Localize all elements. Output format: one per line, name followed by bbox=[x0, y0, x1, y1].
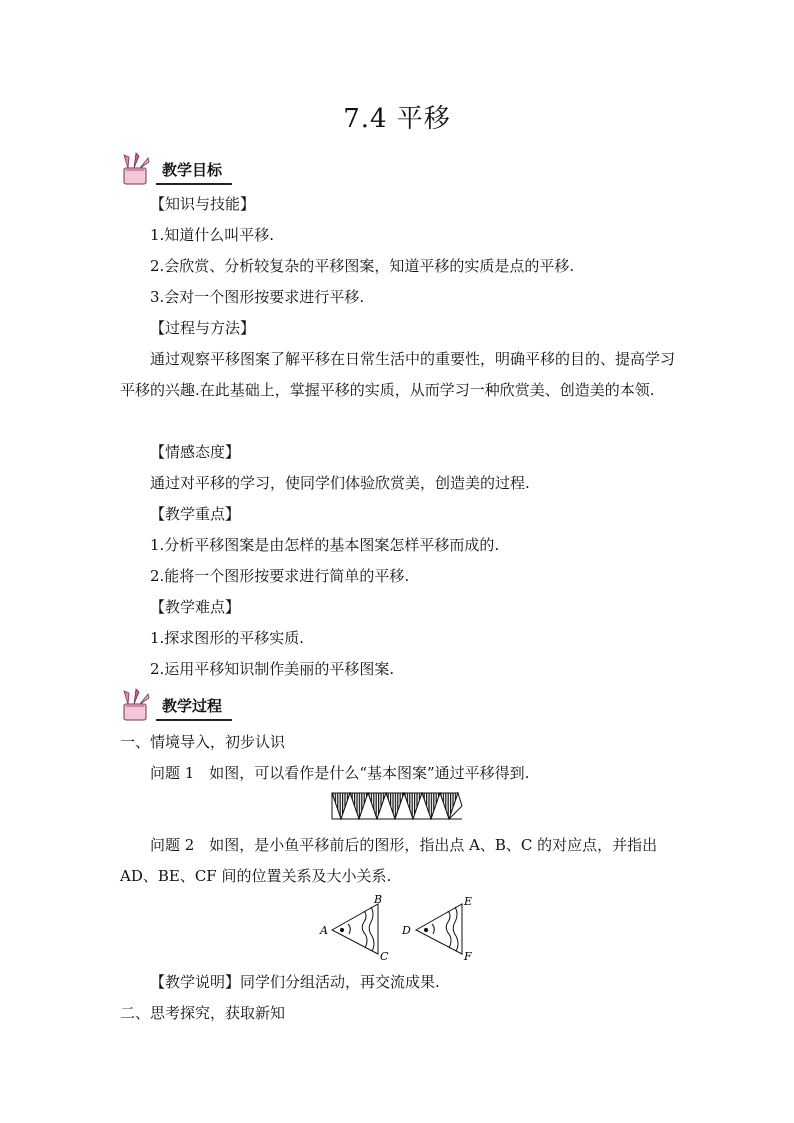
pencil-cup-icon bbox=[118, 688, 154, 722]
fish-label-d: D bbox=[402, 924, 411, 937]
key-point-2: 2.能将一个图形按要求进行简单的平移. bbox=[150, 567, 410, 585]
question-1: 问题 1 如图，可以看作是什么“基本图案”通过平移得到. bbox=[150, 764, 530, 782]
teaching-note: 【教学说明】同学们分组活动，再交流成果. bbox=[150, 973, 440, 991]
fish-label-a: A bbox=[320, 924, 328, 937]
pencil-cup-icon bbox=[118, 152, 154, 186]
triangle-pattern-figure bbox=[330, 792, 464, 820]
knowledge-item-1: 1.知道什么叫平移. bbox=[150, 226, 275, 244]
question-2: 问题 2 如图，是小鱼平移前后的图形，指出点 A、B、C 的对应点，并指出 AD、BE、CF 间的位置关系及大小关系. bbox=[120, 836, 658, 885]
fish-label-b: B bbox=[374, 894, 383, 906]
fish-label-c: C bbox=[380, 950, 389, 962]
knowledge-heading: 【知识与技能】 bbox=[150, 195, 256, 213]
difficulty-2: 2.运用平移知识制作美丽的平移图案. bbox=[150, 660, 395, 678]
section-badge-process bbox=[118, 688, 232, 722]
method-paragraph: 通过观察平移图案了解平移在日常生活中的重要性，明确平移的目的、提高学习平移的兴趣.在此基础上，掌握平移的实质，从而学习一种欣赏美、创造美的本领. bbox=[120, 350, 676, 399]
emotion-paragraph: 通过对平移的学习，使同学们体验欣赏美，创造美的过程. bbox=[150, 474, 530, 492]
difficulty-1: 1.探求图形的平移实质. bbox=[150, 629, 305, 647]
section-label-process: 教学过程 bbox=[156, 693, 232, 721]
part-2-heading: 二、思考探究，获取新知 bbox=[120, 1004, 286, 1022]
difficulty-heading: 【教学难点】 bbox=[150, 598, 241, 616]
page-title: 7.4 平移 bbox=[343, 104, 451, 134]
part-1-heading: 一、情境导入，初步认识 bbox=[120, 733, 286, 751]
method-heading: 【过程与方法】 bbox=[150, 319, 256, 337]
section-badge-goals bbox=[118, 152, 232, 186]
knowledge-item-3: 3.会对一个图形按要求进行平移. bbox=[150, 288, 365, 306]
emotion-heading: 【情感态度】 bbox=[150, 443, 241, 461]
fish-label-f: F bbox=[464, 950, 472, 962]
key-point-1: 1.分析平移图案是由怎样的基本图案怎样平移而成的. bbox=[150, 536, 500, 554]
key-points-heading: 【教学重点】 bbox=[150, 505, 241, 523]
fish-label-e: E bbox=[464, 895, 473, 908]
section-label-goals: 教学目标 bbox=[156, 157, 232, 185]
knowledge-item-2: 2.会欣赏、分析较复杂的平移图案，知道平移的实质是点的平移. bbox=[150, 257, 575, 275]
fish-translation-figure bbox=[318, 894, 478, 962]
